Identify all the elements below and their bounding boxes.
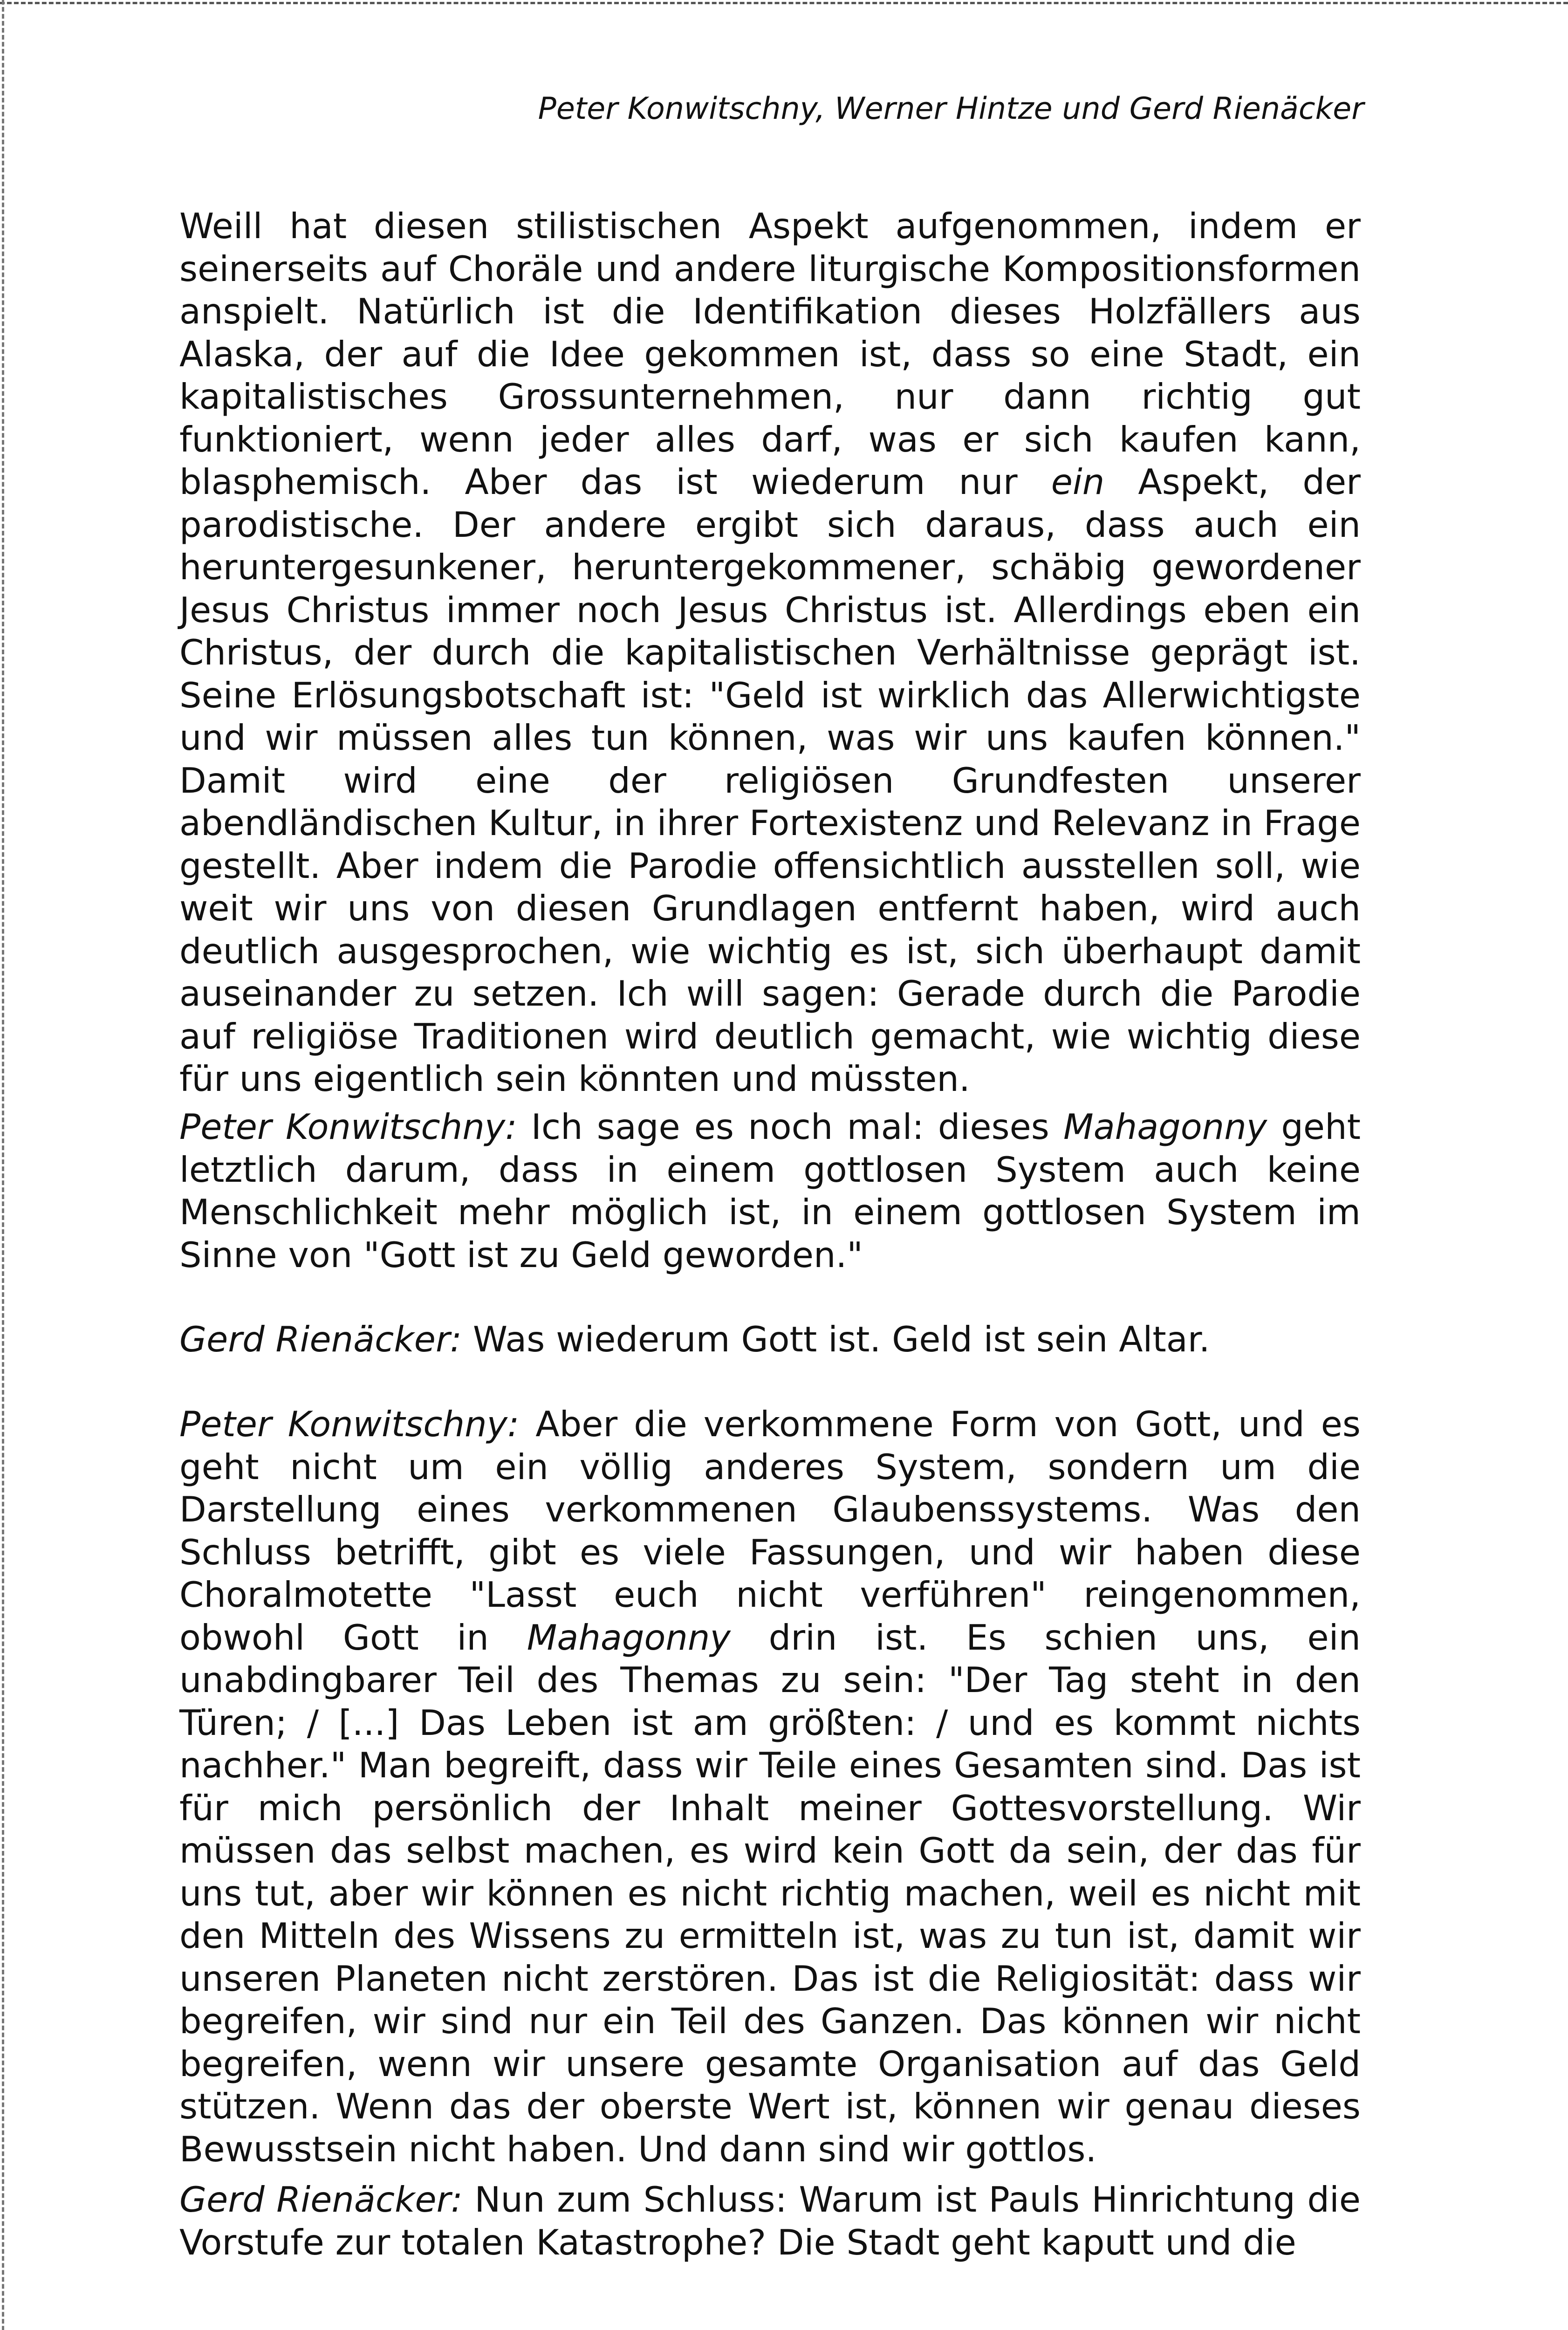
scan-top-border	[0, 2, 1568, 4]
emphasis-text: Mahagonny	[527, 1617, 731, 1658]
text-run: Aber die verkommene Form von Gott, und es geht nicht um ein völlig anderes System, sondern um die Darstellung eines verkommenen Glaubenssystems. Was den Schluss betrifft, gibt es viele Fassungen, und wir haben diese Choralmotette "Lasst euch nicht verführen" reingenommen, obwohl Gott in	[179, 1404, 1361, 1658]
text-run: Weill hat diesen stilistischen Aspekt aufgenommen, indem er seinerseits auf Choräle und andere liturgische Kompositionsformen anspielt. Natürlich ist die Identifikation dieses Holzfällers aus Alaska, der auf die Idee gekommen ist, dass so eine Stadt, ein kapitalistisches Grossunternehmen, nur dann richtig gut funktioniert, wenn jeder alles darf, was er sich kaufen kann, blasphemisch. Aber das ist wiederum nur	[179, 206, 1361, 502]
paragraph-text	[179, 2179, 1361, 2264]
paragraph-text	[179, 205, 1361, 1101]
speaker-label: Gerd Rienäcker:	[179, 1319, 462, 1360]
text-run: Was wiederum Gott ist. Geld ist sein Altar.	[462, 1319, 1210, 1360]
paragraph-rienaecker-1	[179, 1318, 1361, 1361]
scan-left-border	[2, 0, 4, 2330]
paragraph-konwitschny-1	[179, 1106, 1361, 1276]
paragraph-konwitschny-2	[179, 1403, 1361, 2171]
paragraph-rienaecker-2	[179, 2179, 1361, 2264]
emphasis-text: ein	[1051, 461, 1105, 502]
speaker-label: Gerd Rienäcker:	[179, 2179, 463, 2220]
paragraph-text	[179, 1403, 1361, 2171]
paragraph-weill-aspect	[179, 205, 1361, 1101]
paragraph-text	[179, 1106, 1361, 1276]
running-header: Peter Konwitschny, Werner Hintze und Gerd Rienäcker	[538, 91, 1364, 126]
text-run: Aspekt, der parodistische. Der andere ergibt sich daraus, dass auch ein heruntergesunkener, heruntergekommener, schäbig gewordener Jesus Christus immer noch Jesus Christus ist. Allerdings eben ein Christus, der durch die kapitalistischen Verhältnisse geprägt ist. Seine Erlösungsbotschaft ist: "Geld ist wirklich das Allerwichtigste und wir müssen alles tun können, was wir uns kaufen können." Damit wird eine der religiösen Grundfesten unserer abendländischen Kultur, in ihrer Fortexistenz und Relevanz in Frage gestellt. Aber indem die Parodie offensichtlich ausstellen soll, wie weit wir uns von diesen Grundlagen entfernt haben, wird auch deutlich ausgesprochen, wie wichtig es ist, sich überhaupt damit auseinander zu setzen. Ich will sagen: Gerade durch die Parodie auf religiöse Traditionen wird deutlich gemacht, wie wichtig diese für uns eigentlich sein könnten und müssten.	[179, 461, 1361, 1099]
text-run: drin ist. Es schien uns, ein unabdingbarer Teil des Themas zu sein: "Der Tag steht in den Türen; / [...] Das Leben ist am größten: / und es kommt nichts nachher." Man begreift, dass wir Teile eines Gesamten sind. Das ist für mich persönlich der Inhalt meiner Gottesvorstellung. Wir müssen das selbst machen, es wird kein Gott da sein, der das für uns tut, aber wir können es nicht richtig machen, weil es nicht mit den Mitteln des Wissens zu ermitteln ist, was zu tun ist, damit wir unseren Planeten nicht zerstören. Das ist die Religiosität: dass wir begreifen, wir sind nur ein Teil des Ganzen. Das können wir nicht begreifen, wenn wir unsere gesamte Organisation auf das Geld stützen. Wenn das der oberste Wert ist, können wir genau dieses Bewusstsein nicht haben. Und dann sind wir gottlos.	[179, 1617, 1361, 2170]
emphasis-text: Mahagonny	[1063, 1106, 1267, 1147]
text-run: Nun zum Schluss: Warum ist Pauls Hinrichtung die Vorstufe zur totalen Katastrophe? Die Stadt geht kaputt und die	[179, 2179, 1361, 2263]
speaker-label: Peter Konwitschny:	[179, 1404, 520, 1445]
paragraph-text	[179, 1318, 1361, 1361]
text-run: geht letztlich darum, dass in einem gottlosen System auch keine Menschlichkeit mehr möglich ist, in einem gottlosen System im Sinne von "Gott ist zu Geld geworden."	[179, 1106, 1361, 1275]
speaker-label: Peter Konwitschny:	[179, 1106, 517, 1147]
text-run: Ich sage es noch mal: dieses	[517, 1106, 1064, 1147]
